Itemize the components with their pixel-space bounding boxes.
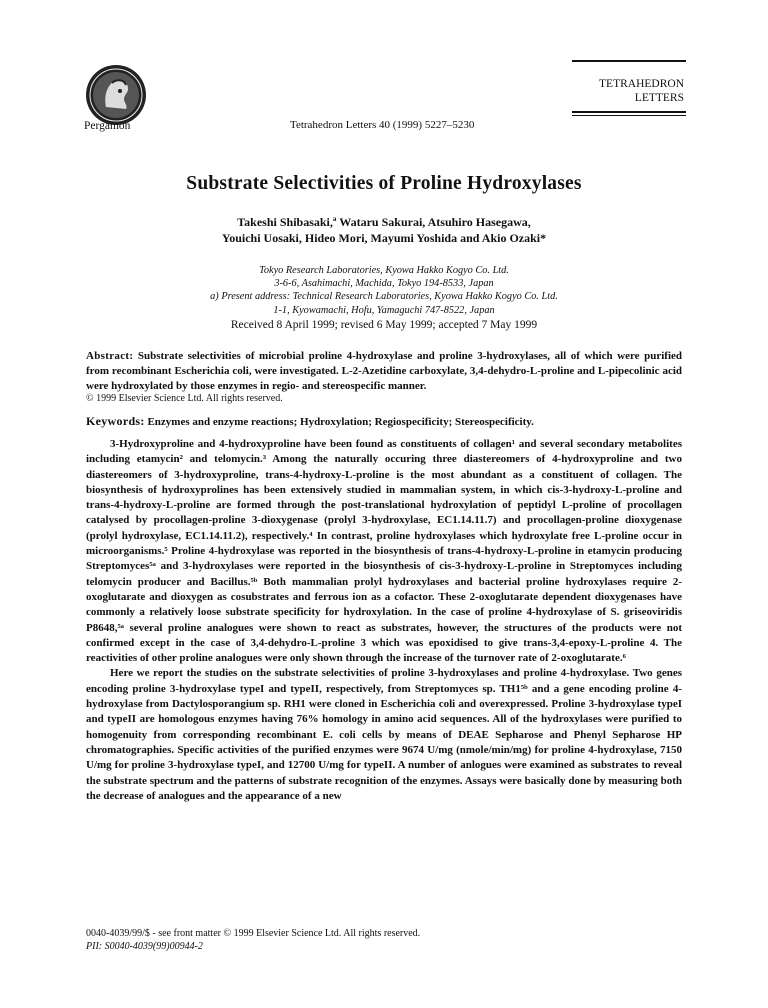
journal-brand <box>572 60 686 116</box>
abstract-text: Substrate selectivities of microbial proline 4-hydroxylase and proline 3-hydroxylases, all of which were purified from recombinant Escherichia coli, were investigated. L-2-Azetidine carboxylate, 3,4-dehydro-L-proline and L-pipecolinic acid were hydroxylated by those enzymes in regio- and stereospecific manner. <box>86 350 683 392</box>
author-list <box>0 214 768 246</box>
abstract-label: Abstract: <box>86 350 134 362</box>
keywords-text: Enzymes and enzyme reactions; Hydroxylation; Regiospecificity; Stereospecificity. <box>147 416 534 428</box>
keywords <box>86 414 682 429</box>
publisher-logo <box>84 63 148 127</box>
affiliation-line-3 <box>0 290 768 303</box>
brand-line-1: TETRAHEDRON <box>599 78 684 90</box>
article-title: Substrate Selectivities of Proline Hydroxylases <box>186 173 582 194</box>
affiliations <box>0 264 768 317</box>
received-dates: Received 8 April 1999; revised 6 May 1999; accepted 7 May 1999 <box>230 319 538 331</box>
footer-pii: PII: S0040-4039(99)00944-2 <box>86 941 203 952</box>
abstract-copyright: © 1999 Elsevier Science Ltd. All rights reserved. <box>86 393 283 404</box>
abstract <box>86 349 682 394</box>
pergamon-seal-icon <box>84 63 148 127</box>
author-line-2: Youichi Uosaki, Hideo Mori, Mayumi Yoshida and Akio Ozaki* <box>221 231 547 245</box>
affiliation-label: a) <box>210 291 219 303</box>
brand-text <box>572 62 686 111</box>
footer-line-1: 0040-4039/99/$ - see front matter © 1999 Elsevier Science Ltd. All rights reserved. <box>86 928 421 939</box>
brand-line-2: LETTERS <box>634 92 684 104</box>
affiliation-line-3-text: Present address: Technical Research Laboratories, Kyowa Hakko Kogyo Co. Ltd. <box>221 291 558 303</box>
page-footer <box>86 927 420 953</box>
body-paragraph-2: Here we report the studies on the substrate selectivities of proline 3-hydroxylases and proline 4-hydroxylase. Two genes encoding proline 3-hydroxylase typeI and typeII, respectively, from Streptomyces sp. TH1⁵ᵇ and a gene encoding proline 4-hydroxylase from Dactylosporangium sp. RH1 were cloned in Escherichia coli and overexpressed. Proline 3-hydroxylase typeI and typeII are homologous enzymes having 76% homology in amino acid sequences. All of the hydroxylases were purified to homogenuity from corresponding recombinant E. coli cells by means of DEAE Sepharose and Phenyl Sepharose HP chromatographies. Specific activities of the purified enzymes were 9674 U/mg (nmole/min/mg) for proline 4-hydroxylase, 7150 U/mg for proline 3-hydroxylase typeI, and 12700 U/mg for typeII. A number of anlogues were examined as substrates to reveal the substrate spectrum and the patterns of substrate recognition of the enzymes. Assays were basically done by measuring both the decrease of analogues and the appearance of a new <box>86 667 682 802</box>
brand-rule-bottom-thin <box>572 115 686 116</box>
author-line-1: Takeshi Shibasaki,ª Wataru Sakurai, Atsuhiro Hasegawa, <box>237 215 531 229</box>
journal-reference: Tetrahedron Letters 40 (1999) 5227–5230 <box>290 119 475 131</box>
keywords-label: Keywords: <box>86 414 145 428</box>
affiliation-line-4: 1-1, Kyowamachi, Hofu, Yamaguchi 747-8522, Japan <box>273 304 495 316</box>
article-body <box>86 437 682 804</box>
publisher-name: Pergamon <box>84 120 131 132</box>
affiliation-line-2: 3-6-6, Asahimachi, Machida, Tokyo 194-8533, Japan <box>274 278 494 290</box>
body-paragraph-1: 3-Hydroxyproline and 4-hydroxyproline have been found as constituents of collagen¹ and several secondary metabolites including etamycin² and telomycin.³ Among the naturally occuring three diastereomers of 4-hydroxyproline and two diastereomers of 3-hydroxyproline, trans-4-hydroxy-L-proline is the most abundant as a constituent of collagen. The biosynthesis of hydroxyprolines has been extensively studied in mammalian system, in which cis-3-hydroxy-L-proline and trans-4-hydroxy-L-proline are formed through the post-translational hydroxylation of peptidyl L-proline of procollagen catalysed by procollagen-proline 3-dioxygenase (prolyl 3-hydroxylase, EC1.14.11.7) and procollagen-proline dioxygenase (prolyl hydroxylase, EC1.14.11.2), respectively.⁴ In contrast, proline hydroxylases which hydroxylate free L-proline occur in microorganisms.⁵ Proline 4-hydroxylase was reported in the biosynthesis of trans-4-hydroxy-L-proline in etamycin producing Streptomyces⁵ᵃ and 3-hydroxylases were reported in the biosynthesis of cis-3-hydroxy-L-proline in Streptomyces including telomycin producer and Bacillus.⁵ᵇ Both mammalian prolyl hydroxylases and bacterial proline hydroxylases require 2-oxoglutarate and dioxygen as cosubstrates and ferrous ion as a cofactor. These 2-oxoglutarate dependent dioxygenases have commonly a relatively loose substrate specificity for hydroxylation. In the case of proline 4-hydroxylase of S. griseoviridis P8648,⁵ᵃ several proline analogues were shown to react as substrates, however, the structures of the products were not confirmed except in the case of 3,4-dehydro-L-proline 3 which was epoxidised to give trans-3,4-epoxy-L-proline 4. The reactivities of other proline analogues were only shown through the increase of the turnover rate of 2-oxoglutarate.⁶ <box>86 438 682 665</box>
affiliation-line-1: Tokyo Research Laboratories, Kyowa Hakko Kogyo Co. Ltd. <box>259 265 509 276</box>
